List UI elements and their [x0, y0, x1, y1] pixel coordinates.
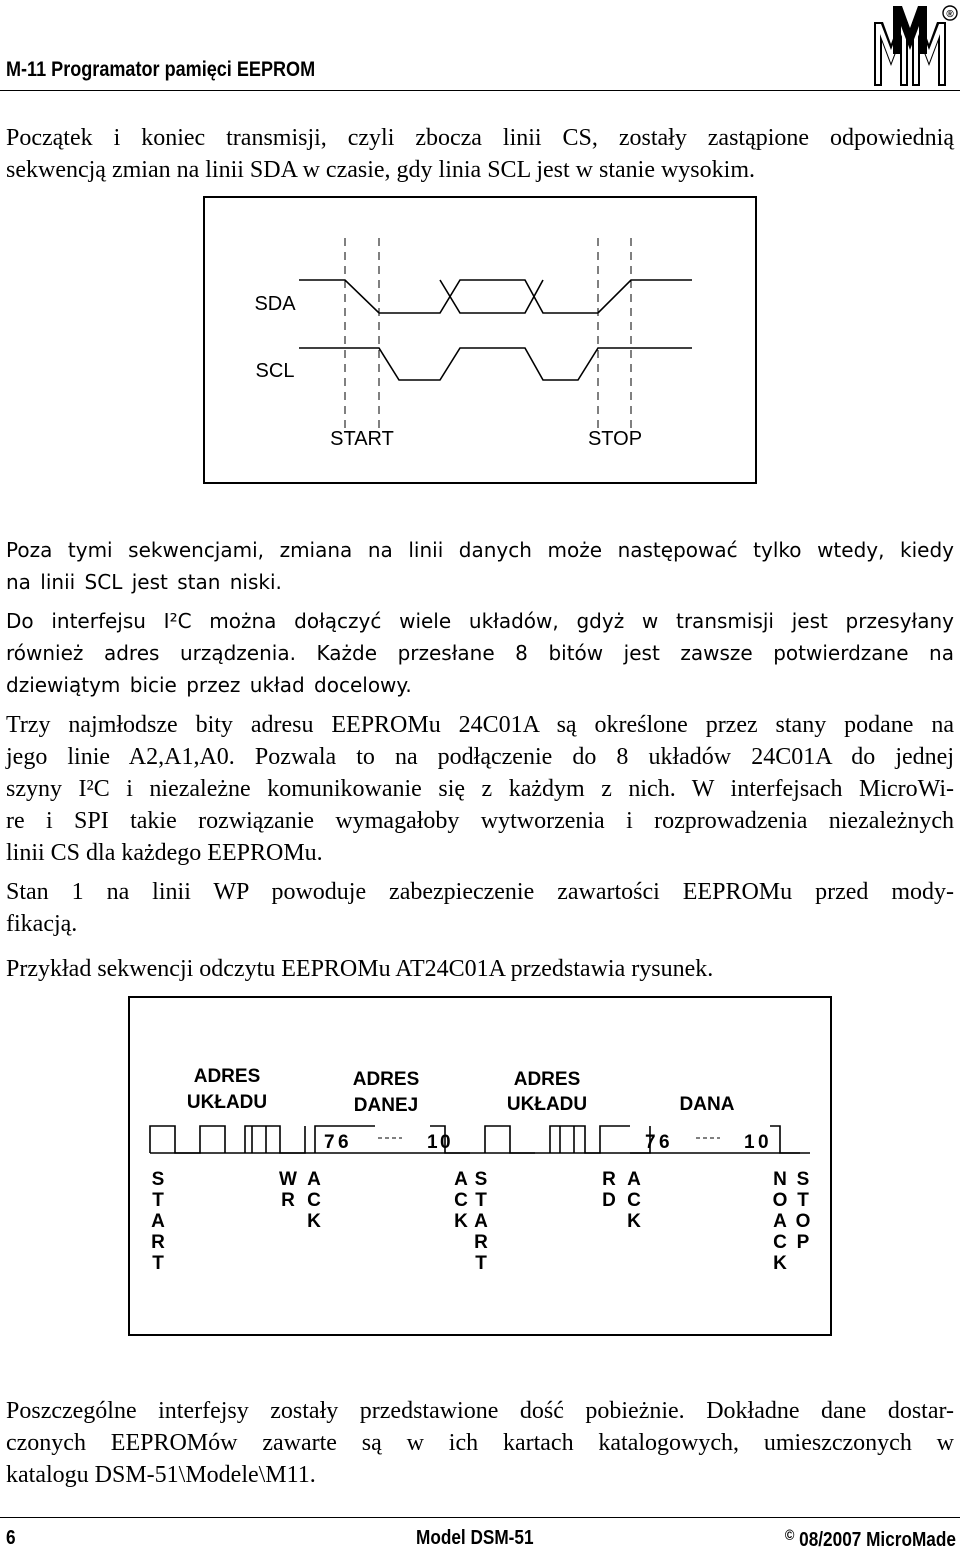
sequence-letter: D: [602, 1190, 616, 1211]
sequence-letter: P: [796, 1232, 810, 1253]
bit-number: 6: [659, 1132, 670, 1153]
scl-label: SCL: [255, 360, 295, 382]
text-line: na linii SCL jest stan niski.: [6, 570, 282, 594]
text-line: Trzy najmłodsze bity adresu EEPROMu 24C01A są określone przez stany podane na: [6, 712, 954, 738]
sequence-letter: A: [151, 1211, 165, 1232]
group-label: DANEJ: [353, 1095, 419, 1116]
sequence-letter: K: [307, 1211, 321, 1232]
sequence-letter: R: [151, 1232, 165, 1253]
footer-model: Model DSM-51: [416, 1527, 534, 1549]
text-line: Początek i koniec transmisji, czyli zbocza linii CS, zostały zastąpione odpowiednią: [6, 125, 954, 151]
sda-label: SDA: [254, 293, 296, 315]
timing-guide-lines: [345, 238, 631, 434]
sequence-letter: C: [627, 1190, 641, 1211]
sequence-letter: S: [474, 1169, 488, 1190]
text-line: re i SPI takie rozwiązanie wymagałoby wytworzenia i rozprowadzenia niezależnych: [6, 808, 954, 834]
sequence-letter: T: [797, 1190, 809, 1211]
paragraph-address-bits: [6, 709, 954, 869]
sequence-letter: T: [475, 1190, 487, 1211]
text-line: Stan 1 na linii WP powoduje zabezpieczenie zawartości EEPROMu przed mody-: [6, 879, 954, 905]
sequence-letter: R: [281, 1190, 295, 1211]
sequence-letter: A: [773, 1211, 787, 1232]
bit-number: 1: [744, 1132, 755, 1153]
sequence-letter: N: [773, 1169, 787, 1190]
text-line: linii CS dla każdego EEPROMu.: [6, 840, 323, 866]
sda-bit-waveform: [150, 1126, 810, 1153]
figure-start-stop: [203, 196, 757, 484]
group-label: UKŁADU: [506, 1094, 588, 1115]
text-line: sekwencją zmian na linii SDA w czasie, gdy linia SCL jest w stanie wysokim.: [6, 157, 755, 183]
paragraph-read-example: [6, 953, 954, 985]
copyright-symbol: ©: [784, 1527, 795, 1544]
paragraph-i2c-address: [6, 605, 954, 701]
micromade-logo: [872, 4, 958, 86]
figure-read-sequence: [128, 996, 832, 1336]
paragraph-data-line-change: [6, 534, 954, 598]
sequence-letter: S: [796, 1169, 810, 1190]
bit-number: 7: [645, 1132, 656, 1153]
copyright-text: 08/2007 MicroMade: [799, 1529, 956, 1551]
sequence-letter: A: [627, 1169, 641, 1190]
text-line: jego linie A2,A1,A0. Pozwala to na podłączenie do 8 układów 24C01A do jednej: [6, 744, 954, 770]
start-label: START: [330, 428, 394, 450]
sequence-letter: A: [454, 1169, 468, 1190]
page-header-title: M-11 Programator pamięci EEPROM: [6, 58, 316, 81]
scl-waveform: [299, 348, 692, 380]
sequence-letter: C: [773, 1232, 787, 1253]
text-line: Przykład sekwencji odczytu EEPROMu AT24C01A przedstawia rysunek.: [6, 956, 714, 982]
text-line: Do interfejsu I²C można dołączyć wiele układów, gdyż w transmisji jest przesyłany: [6, 609, 954, 633]
text-line: czonych EEPROMów zawarte są w ich kartach katalogowych, umieszczonych w: [6, 1430, 954, 1456]
sequence-letter: C: [307, 1190, 321, 1211]
sequence-letter: T: [475, 1253, 487, 1274]
text-line: również adres urządzenia. Każde przesłane 8 bitów jest zawsze potwierdzane na: [6, 641, 954, 665]
bit-number: 0: [758, 1132, 769, 1153]
sequence-letter: K: [773, 1253, 787, 1274]
registered-mark: ®: [946, 9, 954, 20]
group-label: ADRES: [193, 1066, 261, 1087]
sequence-letter: K: [454, 1211, 468, 1232]
sequence-letter: S: [151, 1169, 165, 1190]
paragraph-write-protect: [6, 876, 954, 940]
text-line: dziewiątym bicie przez układ docelowy.: [6, 673, 412, 697]
sequence-letter: T: [152, 1190, 164, 1211]
sequence-letter: O: [795, 1211, 811, 1232]
text-line: katalogu DSM-51\Modele\M11.: [6, 1462, 316, 1488]
bit-number: 1: [427, 1132, 438, 1153]
sequence-letter: T: [152, 1253, 164, 1274]
header-rule: [0, 90, 960, 91]
group-label: UKŁADU: [186, 1092, 268, 1113]
bit-number: 6: [338, 1132, 349, 1153]
sequence-letter: R: [602, 1169, 616, 1190]
micromade-logo-icon: [872, 4, 958, 86]
footer-copyright: [785, 1527, 956, 1552]
sequence-letter: A: [307, 1169, 321, 1190]
group-label: ADRES: [513, 1069, 581, 1090]
sequence-letter: W: [279, 1169, 297, 1190]
text-line: Poszczególne interfejsy zostały przedstawione dość pobieżnie. Dokładne dane dostar-: [6, 1398, 954, 1424]
bit-number: 0: [440, 1132, 451, 1153]
sequence-letter: C: [454, 1190, 468, 1211]
sequence-letter: O: [772, 1190, 788, 1211]
paragraph-transmission-edges: [6, 122, 954, 186]
bit-number: 7: [324, 1132, 335, 1153]
stop-label: STOP: [587, 428, 643, 450]
sequence-letter: R: [474, 1232, 488, 1253]
text-line: szyny I²C i niezależne komunikowanie się z każdym z nich. W interfejsach MicroWi-: [6, 776, 954, 802]
group-label: ADRES: [352, 1069, 420, 1090]
text-line: fikacją.: [6, 911, 78, 937]
page-number: 6: [6, 1527, 16, 1549]
footer-rule: [0, 1517, 960, 1518]
group-label: DANA: [679, 1094, 735, 1115]
text-line: Poza tymi sekwencjami, zmiana na linii danych może następować tylko wtedy, kiedy: [6, 538, 954, 562]
sda-waveform: [299, 280, 692, 313]
paragraph-summary: [6, 1395, 954, 1491]
sequence-letter: A: [474, 1211, 488, 1232]
sequence-letter: K: [627, 1211, 641, 1232]
